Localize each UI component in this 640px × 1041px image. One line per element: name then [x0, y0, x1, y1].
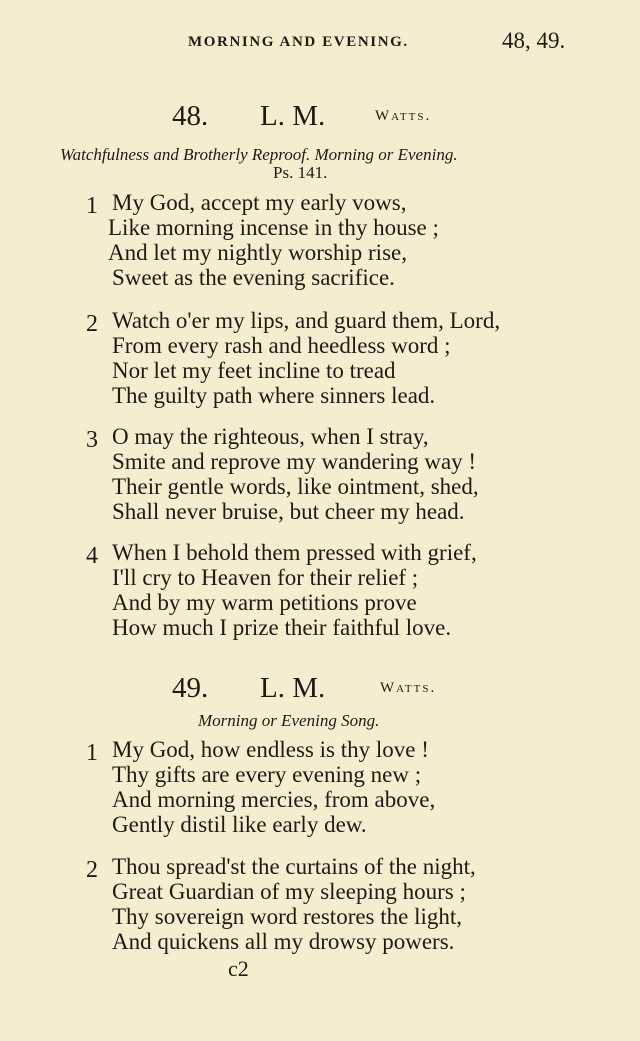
hymn-number: 48.	[172, 100, 209, 132]
hymn-49-subtitle: Morning or Evening Song.	[198, 711, 380, 730]
verse-line: My God, accept my early vows,	[112, 190, 407, 215]
verse-line: Their gentle words, like ointment, shed,	[112, 474, 479, 499]
hymn-48-header	[172, 100, 472, 136]
verse-line: Thou spread'st the curtains of the night,	[112, 854, 476, 879]
verse-line: Smite and reprove my wandering way !	[112, 449, 477, 474]
stanza-number: 2	[86, 311, 98, 337]
verse-line: From every rash and heedless word ;	[112, 333, 451, 358]
verse-line: And by my warm petitions prove	[112, 590, 417, 615]
verse-line: Nor let my feet incline to tread	[112, 358, 396, 383]
hymn-48-subtitle: Watchfulness and Brotherly Reproof. Morning or Evening.	[60, 145, 458, 164]
verse-line: Sweet as the evening sacrifice.	[112, 265, 395, 290]
stanza-number: 3	[86, 427, 98, 453]
stanza-number: 1	[86, 740, 98, 766]
hymn-meter: L. M.	[260, 100, 326, 132]
stanza-number: 4	[86, 543, 98, 569]
hymn-number: 49.	[172, 672, 209, 704]
hymn-49-header	[172, 672, 472, 708]
hymn-author: Watts.	[375, 108, 432, 124]
verse-line: Watch o'er my lips, and guard them, Lord,	[112, 308, 501, 333]
verse-line: Thy sovereign word restores the light,	[112, 904, 463, 929]
verse-line: Like morning incense in thy house ;	[108, 215, 439, 240]
stanza-number: 2	[86, 857, 98, 883]
verse-line: I'll cry to Heaven for their relief ;	[112, 565, 419, 590]
verse-line: O may the righteous, when I stray,	[112, 424, 429, 449]
verse-line: Great Guardian of my sleeping hours ;	[112, 879, 466, 904]
verse-line: When I behold them pressed with grief,	[112, 540, 477, 565]
hymn-author: Watts.	[380, 680, 437, 696]
verse-line: Thy gifts are every evening new ;	[112, 762, 422, 787]
hymn-48-psalm-ref: Ps. 141.	[273, 163, 328, 182]
running-head: MORNING AND EVENING.	[188, 34, 409, 50]
verse-line: And quickens all my drowsy powers.	[112, 929, 455, 954]
verse-line: And let my nightly worship rise,	[108, 240, 407, 265]
verse-line: And morning mercies, from above,	[112, 787, 436, 812]
verse-line: The guilty path where sinners lead.	[112, 383, 436, 408]
verse-line: Gently distil like early dew.	[112, 812, 367, 837]
verse-line: How much I prize their faithful love.	[112, 615, 452, 640]
stanza-number: 1	[86, 193, 98, 219]
hymn-meter: L. M.	[260, 672, 326, 704]
signature-mark: c2	[228, 956, 249, 981]
verse-line: My God, how endless is thy love !	[112, 737, 429, 762]
page-numbers: 48, 49.	[502, 28, 566, 53]
verse-line: Shall never bruise, but cheer my head.	[112, 499, 465, 524]
